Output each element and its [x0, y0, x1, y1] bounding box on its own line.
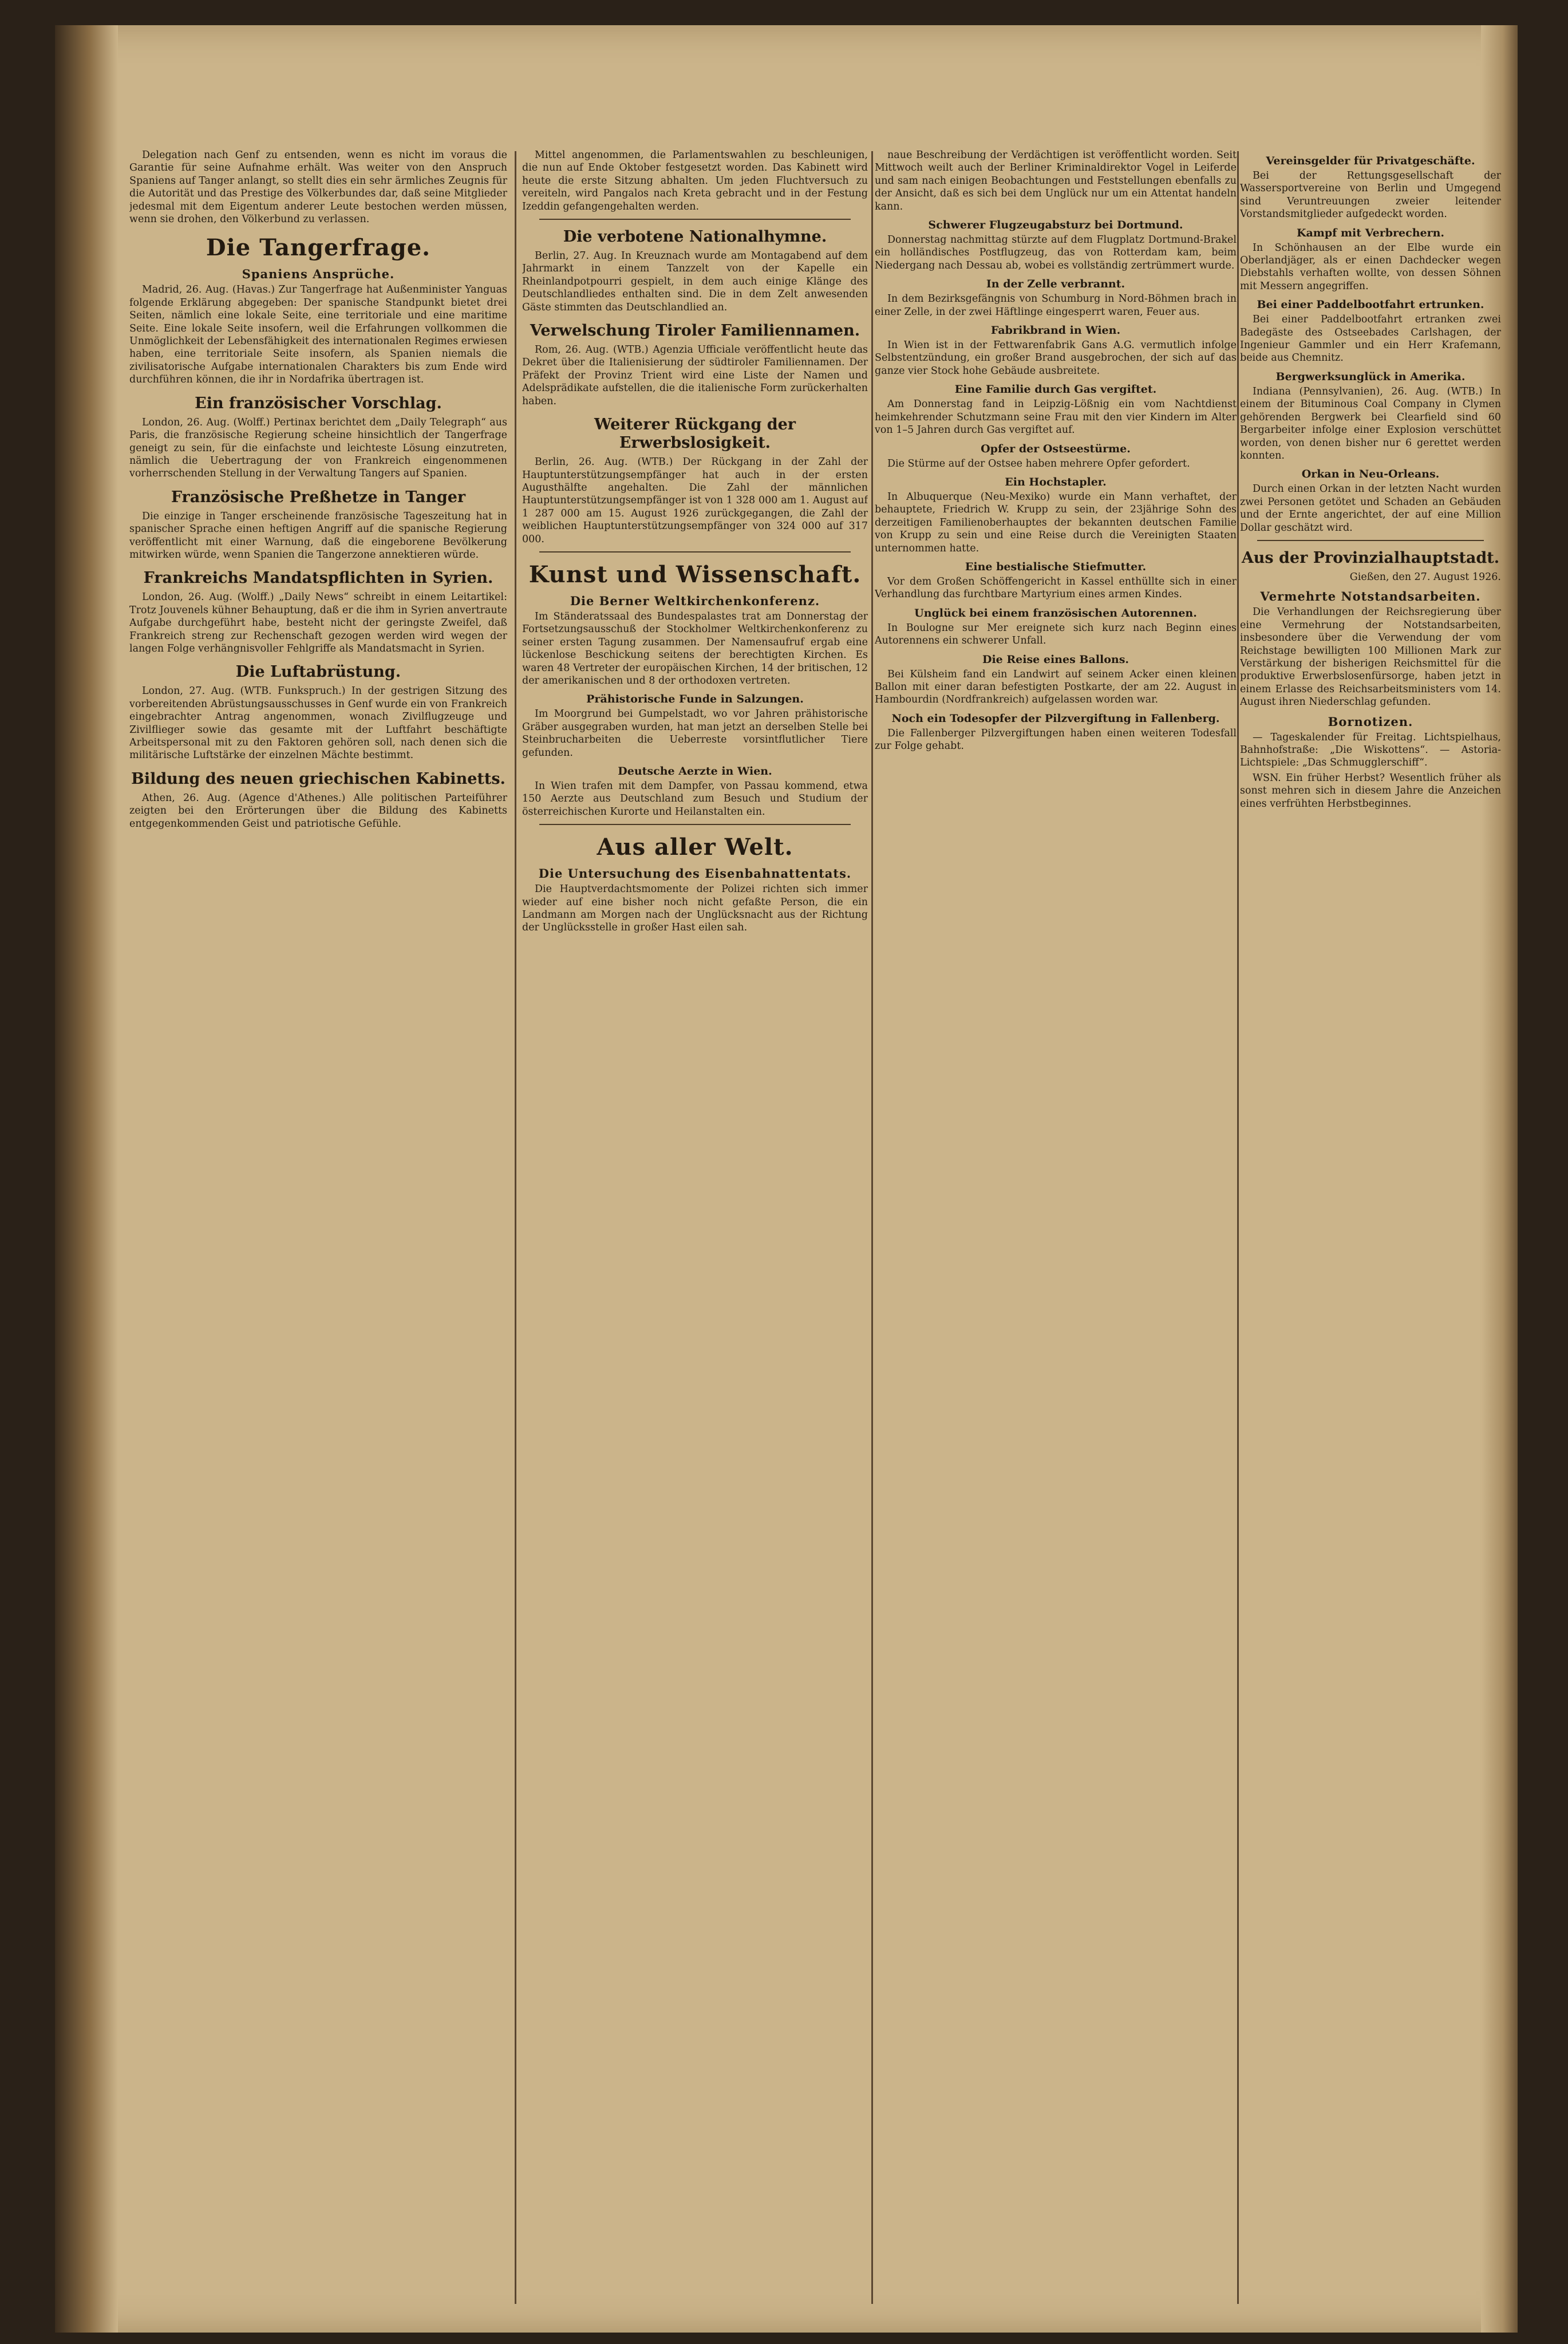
headline: Weiterer Rückgang der Erwerbslosigkeit.: [594, 416, 796, 452]
article-text: Rom, 26. Aug. (WTB.) Agenzia Ufficiale veröffentlicht heute das Dekret über die Italienisierung der südtiroler Familiennamen. Der Präfekt der Provinz Trient wird eine Liste der Namen und Adelsprädikate aufstellen, die die italienische Form zurückerhalten haben.: [522, 344, 868, 407]
subheadline: Vereinsgelder für Privatgeschäfte.: [1266, 155, 1475, 167]
article-text: Berlin, 26. Aug. (WTB.) Der Rückgang in der Zahl der Hauptunterstützungsempfänger hat auch in der ersten Augusthälfte angehalten. Die Zahl der männlichen Hauptunterstützungsempfänger ist von 1 328 000 am 1. August auf 1 287 000 am 15. August 1926 zurückgegangen, die Zahl der weiblichen Hauptunterstützungsempfänger von 324 000 auf 317 000.: [522, 456, 868, 545]
headline: Die Tangerfrage.: [206, 234, 431, 262]
headline: Verwelschung Tiroler Familiennamen.: [530, 322, 860, 340]
headline: Die verbotene Nationalhymne.: [563, 228, 827, 246]
dateline: Gießen, den 27. August 1926.: [1349, 571, 1501, 583]
subheadline: Prähistorische Funde in Salzungen.: [586, 693, 804, 706]
article-text: Madrid, 26. Aug. (Havas.) Zur Tangerfrage hat Außenminister Yanguas folgende Erklärung abgegeben: Der spanische Standpunkt bietet drei Seiten, nämlich eine lokale Seite, eine territoriale und eine maritime Seite. Eine lokale Seite insofern, weil die Erfahrungen vollkommen die Unmöglichkeit der Lebensfähigkeit des internationalen Regimes erwiesen haben, eine territoriale Seite insofern, als Spanien niemals die zivilisatorische Aufgabe internationalen Charakters bis zum Ende wird durchführen können, die ihr in Nordafrika übertragen ist.: [129, 284, 507, 386]
subheadline: Deutsche Aerzte in Wien.: [618, 765, 772, 778]
headline: Ein französischer Vorschlag.: [195, 394, 442, 412]
subheadline: Orkan in Neu-Orleans.: [1301, 468, 1440, 481]
column-rule: [1237, 151, 1239, 2304]
headline: Die Luftabrüstung.: [235, 663, 401, 681]
separator: [539, 219, 851, 220]
article-text: Bei der Rettungsgesellschaft der Wassersportvereine von Berlin und Umgegend sind Veruntreuungen zweier leitender Vorstandsmitglieder aufgedeckt worden.: [1240, 170, 1501, 220]
article-text: In Wien ist in der Fettwarenfabrik Gans A.G. vermutlich infolge Selbstentzündung, ein großer Brand ausgebrochen, der sich auf das ganze vier Stock hohe Gebäude ausbreitete.: [875, 340, 1237, 377]
subheadline: Opfer der Ostseestürme.: [981, 442, 1131, 455]
article-text: In Wien trafen mit dem Dampfer, von Passau kommend, etwa 150 Aerzte aus Deutschland zum Besuch und Studium der österreichischen Kurorte und Heilanstalten ein.: [522, 780, 868, 818]
binding-edge: [55, 25, 118, 2333]
headline: Frankreichs Mandatspflichten in Syrien.: [143, 569, 493, 587]
article-text: Durch einen Orkan in der letzten Nacht wurden zwei Personen getötet und Schaden an Gebäuden und der Ernte angerichtet, der auf eine Million Dollar geschätzt wird.: [1240, 483, 1501, 534]
subheadline: Noch ein Todesopfer der Pilzvergiftung in Fallenberg.: [891, 712, 1220, 725]
section-title: Aus der Provinzialhauptstadt.: [1241, 548, 1500, 567]
article-text: Die Fallenberger Pilzvergiftungen haben einen weiteren Todesfall zur Folge gehabt.: [875, 727, 1237, 752]
article-text: Am Donnerstag fand in Leipzig-Lößnig ein vom Nachtdienst heimkehrender Schutzmann seine Frau mit den vier Kindern im Alter von 1–5 Jahren durch Gas vergiftet auf.: [875, 398, 1237, 436]
section-title: Aus aller Welt.: [597, 834, 793, 861]
subheadline: Schwerer Flugzeugabsturz bei Dortmund.: [928, 219, 1183, 232]
article-text: Die einzige in Tanger erscheinende französische Tageszeitung hat in spanischer Sprache einen heftigen Angriff auf die spanische Regierung veröffentlicht mit einer Warnung, daß die eingeborene Bevölkerung mitwirken würde, wenn Spanien die Tangerzone annektieren würde.: [129, 510, 507, 561]
article-text: In dem Bezirksgefängnis von Schumburg in Nord-Böhmen brach in einer Zelle, in der zwei Häftlinge eingesperrt waren, Feuer aus.: [875, 293, 1237, 318]
subheadline: Ein Hochstapler.: [1005, 475, 1107, 488]
article-text: Delegation nach Genf zu entsenden, wenn es nicht im voraus die Garantie für seine Aufnahme erhält. Was weiter von den Anspruch Spaniens auf Tanger anlangt, so stellt dies ein sehr ärmliches Zeugnis für die Autorität und das Prestige des Völkerbundes dar, daß seine Mitglieder jedesmal mit dem Eigentum anderer Leute bestochen werden müssen, wenn sie drohen, den Völkerbund zu verlassen.: [129, 149, 507, 226]
subheadline: Die Berner Weltkirchenkonferenz.: [570, 593, 820, 608]
column-2: [522, 149, 868, 2313]
article-text: naue Beschreibung der Verdächtigen ist veröffentlicht worden. Seit Mittwoch weilt auch der Berliner Kriminaldirektor Vogel in Leiferde und sam nach einigen Beobachtungen und Feststellungen ebenfalls zu der Ansicht, daß es sich bei dem Unglück nur um ein Attentat handeln kann.: [875, 149, 1237, 212]
headline: Bildung des neuen griechischen Kabinetts.: [131, 770, 505, 788]
column-4: [1240, 149, 1501, 2313]
subheadline: Spaniens Ansprüche.: [242, 267, 395, 282]
article-text: Die Stürme auf der Ostsee haben mehrere Opfer gefordert.: [887, 457, 1190, 469]
subheadline: Fabrikbrand in Wien.: [990, 324, 1121, 337]
article-text: Bei Külsheim fand ein Landwirt auf seinem Acker einen kleinen Ballon mit einer daran befestigten Postkarte, der am 22. August in Hambourdin (Nordfrankreich) aufgelassen worden war.: [875, 668, 1237, 706]
article-text: Berlin, 27. Aug. In Kreuznach wurde am Montagabend auf dem Jahrmarkt in einem Tanzzelt von der Kapelle ein Rheinlandpotpourri gespielt, in dem auch einige Klänge des Deutschlandliedes enthalten sind. Die in dem Zelt anwesenden Gäste stimmten das Deutschlandlied an.: [522, 250, 868, 313]
article-text: Athen, 26. Aug. (Agence d'Athenes.) Alle politischen Parteiführer zeigten bei den Erörterungen über die Bildung des Kabinetts entgegenkommenden Geist und patriotische Gefühle.: [129, 792, 507, 830]
subheadline: Die Untersuchung des Eisenbahnattentats.: [538, 866, 852, 881]
subheadline: Kampf mit Verbrechern.: [1296, 226, 1445, 239]
headline: Französische Preßhetze in Tanger: [171, 488, 466, 506]
article-text: Bei einer Paddelbootfahrt ertranken zwei Badegäste des Ostseebades Carlshagen, der Ingenieur Gammler und ein Herr Krafemann, beide aus Chemnitz.: [1240, 314, 1501, 364]
subheadline: Bornotizen.: [1328, 714, 1413, 729]
article-text: Die Hauptverdachtsmomente der Polizei richten sich immer wieder auf eine bisher noch nicht gefaßte Person, die ein Landmann am Morgen nach der Unglücksnacht aus der Richtung der Unglücksstelle in großer Hast eilen sah.: [522, 883, 868, 934]
subheadline: Die Reise eines Ballons.: [982, 653, 1129, 666]
article-text: Im Ständeratssaal des Bundespalastes trat am Donnerstag der Fortsetzungsausschuß der Stockholmer Weltkirchenkonferenz zu seiner ersten Tagung zusammen. Der Namensaufruf ergab eine lückenlose Beschickung seitens der berechtigten Kirchen. Es waren 48 Vertreter der europäischen Kirchen, 14 der britischen, 12 der amerikanischen und 8 der orthodoxen vertreten.: [522, 610, 868, 686]
article-text: Donnerstag nachmittag stürzte auf dem Flugplatz Dortmund-Brakel ein holländisches Postflugzeug, das von Rotterdam kam, beim Niedergang nach Dessau ab, wobei es vollständig zertrümmert wurde.: [875, 234, 1237, 271]
article-text: Indiana (Pennsylvanien), 26. Aug. (WTB.) In einem der Bituminous Coal Company in Clymen gehörenden Bergwerk bei Clearfield sind 60 Bergarbeiter infolge einer Explosion verschüttet worden, von denen bisher nur 6 gerettet werden konnten.: [1240, 385, 1501, 461]
column-3: [875, 149, 1237, 2313]
column-rule: [515, 151, 516, 2304]
article-text: WSN. Ein früher Herbst? Wesentlich früher als sonst mehren sich in diesem Jahre die Anzeichen eines verfrühten Herbstbeginnes.: [1240, 772, 1501, 810]
subheadline: Unglück bei einem französischen Autorennen.: [914, 606, 1197, 619]
subheadline: In der Zelle verbrannt.: [986, 278, 1125, 291]
separator: [1257, 540, 1484, 541]
article-text: London, 27. Aug. (WTB. Funkspruch.) In der gestrigen Sitzung des vorbereitenden Abrüstungsausschusses in Genf wurde ein von Frankreich eingebrachter Antrag angenommen, wonach Zivilflugzeuge und Zivilflieger sowie das gesamte mit der Luftfahrt beschäftigte Arbeitspersonal mit zu den Faktoren gehören soll, nach denen sich die militärische Luftstärke der einzelnen Mächte bestimmt.: [129, 685, 507, 761]
subheadline: Bergwerksunglück in Amerika.: [1275, 370, 1466, 383]
subheadline: Bei einer Paddelbootfahrt ertrunken.: [1257, 298, 1484, 311]
article-text: Mittel angenommen, die Parlamentswahlen zu beschleunigen, die nun auf Ende Oktober festgesetzt worden. Das Kabinett wird heute die erste Sitzung abhalten. Um jeden Fluchtversuch zu vereiteln, wird Pangalos nach Kreta gebracht und in der Festung Izeddin gefangengehalten werden.: [522, 149, 868, 212]
subheadline: Eine bestialische Stiefmutter.: [965, 560, 1147, 573]
article-text: In Boulogne sur Mer ereignete sich kurz nach Beginn eines Autorennens ein schwerer Unfall.: [875, 622, 1237, 647]
column-1: [129, 149, 507, 2313]
separator: [539, 824, 851, 825]
article-text: In Schönhausen an der Elbe wurde ein Oberlandjäger, als er einen Dachdecker wegen Diebstahls verhaften wollte, von dessen Söhnen mit Messern angegriffen.: [1240, 242, 1501, 292]
subheadline: Vermehrte Notstandsarbeiten.: [1260, 589, 1481, 604]
separator: [539, 551, 851, 553]
newspaper-page: [55, 25, 1518, 2333]
article-text: — Tageskalender für Freitag. Lichtspielhaus, Bahnhofstraße: „Die Wiskottens“. — Astoria-Lichtspiele: „Das Schmugglerschiff“.: [1240, 731, 1501, 769]
article-text: Vor dem Großen Schöffengericht in Kassel enthüllte sich in einer Verhandlung das furchtbare Martyrium eines armen Kindes.: [875, 575, 1237, 601]
article-text: London, 26. Aug. (Wolff.) Pertinax berichtet dem „Daily Telegraph“ aus Paris, die französische Regierung scheine hinsichtlich der Tangerfrage geneigt zu sein, für die einfachste und leichteste Lösung einzutreten, nämlich die Uebertragung der von Frankreich eingenommenen vorherrschenden Stellung in der Verwaltung Tangers auf Spanien.: [129, 416, 507, 480]
article-text: Im Moorgrund bei Gumpelstadt, wo vor Jahren prähistorische Gräber ausgegraben wurden, hat man jetzt an derselben Stelle bei Steinbrucharbeiten die Ueberreste vorsintflutlicher Tiere gefunden.: [522, 708, 868, 759]
column-rule: [871, 151, 873, 2304]
article-text: In Albuquerque (Neu-Mexiko) wurde ein Mann verhaftet, der behauptete, Friedrich W. Krupp zu sein, der 23jährige Sohn des derzeitigen Familienoberhauptes der bekannten deutschen Familie von Krupp zu sein und eine Reise durch die Vereinigten Staaten unternommen hatte.: [875, 491, 1237, 554]
subheadline: Eine Familie durch Gas vergiftet.: [954, 383, 1157, 396]
article-text: London, 26. Aug. (Wolff.) „Daily News“ schreibt in einem Leitartikel: Trotz Jouvenels kühner Behauptung, daß er die ihm in Syrien anvertraute Aufgabe durchgeführt habe, besteht nicht der geringste Zweifel, daß Frankreich streng zur Rechenschaft gezogen werden wird wegen der langen Folge verhängnisvoller Fehlgriffe als Mandatsmacht in Syrien.: [129, 591, 507, 654]
section-title: Kunst und Wissenschaft.: [528, 561, 862, 588]
article-text: Die Verhandlungen der Reichsregierung über eine Vermehrung der Notstandsarbeiten, insbesondere über die Verwendung der vom Reichstage bewilligten 100 Millionen Mark zur Verstärkung der bisherigen Reichsmittel für die produktive Erwerbslosenfürsorge, haben jetzt in einem Erlasse des Reichsarbeitsministers vom 14. August ihren Niederschlag gefunden.: [1240, 606, 1501, 708]
